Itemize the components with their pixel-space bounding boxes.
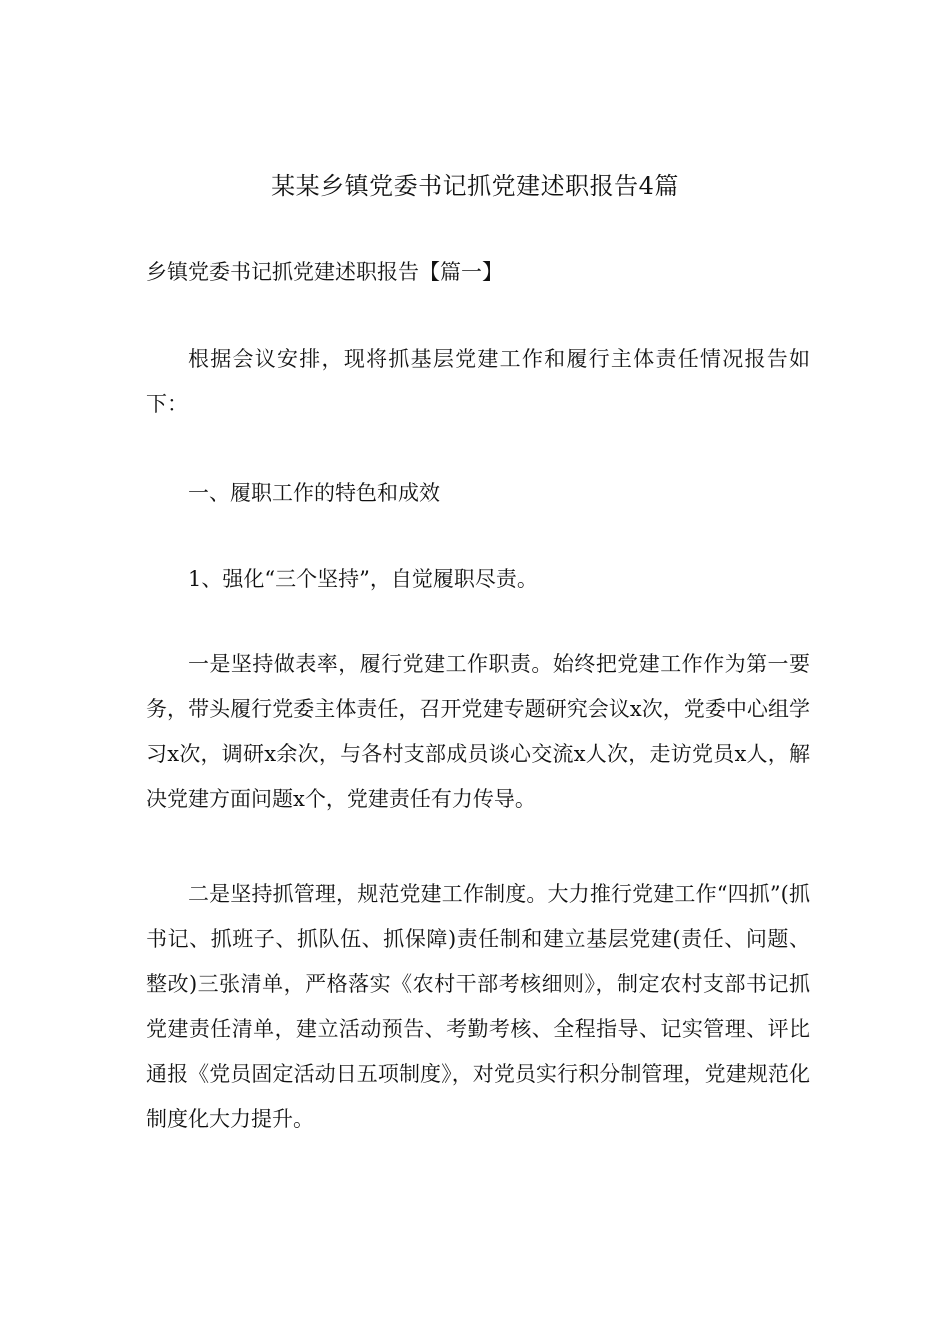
paragraph-intro: 根据会议安排，现将抓基层党建工作和履行主体责任情况报告如下： xyxy=(146,347,810,416)
paragraph-subheading-1: 1、强化“三个坚持”，自觉履职尽责。 xyxy=(188,567,538,591)
paragraph-heading-1: 一、履职工作的特色和成效 xyxy=(188,481,440,505)
document-title: 某某乡镇党委书记抓党建述职报告4篇 xyxy=(271,172,679,200)
section-heading: 乡镇党委书记抓党建述职报告【篇一】 xyxy=(146,260,503,284)
paragraph-point-1: 一是坚持做表率，履行党建工作职责。始终把党建工作作为第一要务，带头履行党委主体责任，召开党建专题研究会议x次，党委中心组学习x次，调研x余次，与各村支部成员谈心交流x人次，走访党员x人，解决党建方面问题x个，党建责任有力传导。 xyxy=(146,652,810,811)
paragraph-point-2: 二是坚持抓管理，规范党建工作制度。大力推行党建工作“四抓”(抓书记、抓班子、抓队伍、抓保障)责任制和建立基层党建(责任、问题、整改)三张清单，严格落实《农村干部考核细则》，制定农村支部书记抓党建责任清单，建立活动预告、考勤考核、全程指导、记实管理、评比通报《党员固定活动日五项制度》，对党员实行积分制管理，党建规范化制度化大力提升。 xyxy=(146,882,810,1131)
